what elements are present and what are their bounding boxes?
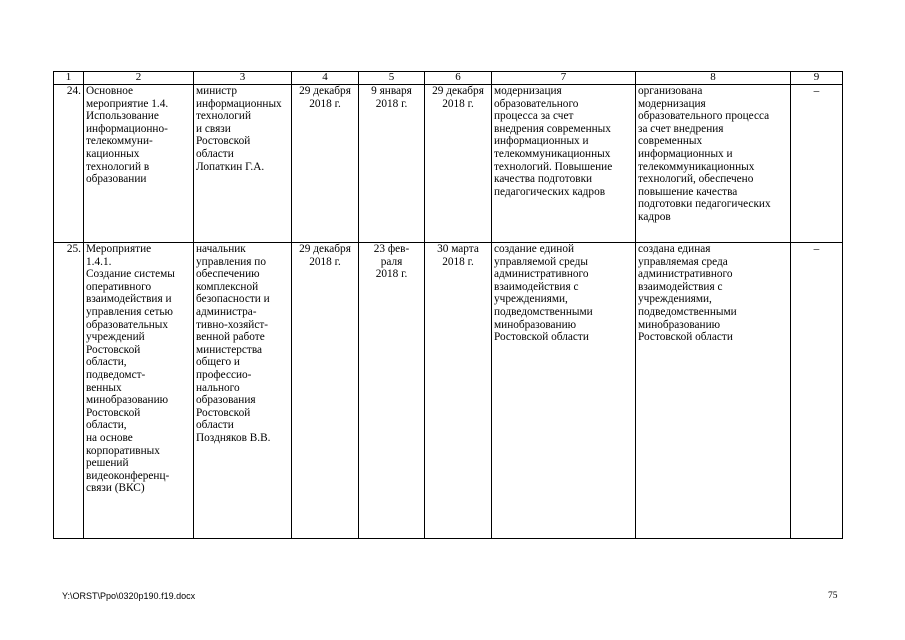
event-name-cell: Мероприятие 1.4.1. Создание системы оперативного взаимодействия и управления сетью образовательных учреждений Ростовской области, подведомст- венных минобразованию Ростовской области, на основе корпоративных решений видеоконференц- связи (ВКС) bbox=[84, 243, 194, 539]
header-cell: 3 bbox=[194, 72, 292, 85]
header-cell: 6 bbox=[425, 72, 492, 85]
expected-result-cell: создание единой управляемой среды административного взаимодействия с учреждениями, подведомственными минобразованию Ростовской области bbox=[492, 243, 636, 539]
header-cell: 4 bbox=[292, 72, 359, 85]
start-date-cell: 9 января 2018 г. bbox=[359, 85, 425, 243]
expected-result-cell: модернизация образовательного процесса за счет внедрения современных информационных и телекоммуникационных технологий. Повышение качества подготовки педагогических кадров bbox=[492, 85, 636, 243]
achieved-result-cell: создана единая управляемая среда административного взаимодействия с учреждениями, подведомственными минобразованию Ростовской области bbox=[636, 243, 791, 539]
header-cell: 9 bbox=[791, 72, 843, 85]
event-name-cell: Основное мероприятие 1.4. Использование информационно- телекоммуни- кационных технологий в образовании bbox=[84, 85, 194, 243]
header-cell: 5 bbox=[359, 72, 425, 85]
table-row bbox=[54, 85, 843, 243]
file-path-footer: Y:\ORST\Ppo\0320p190.f19.docx bbox=[62, 591, 196, 601]
problems-cell: – bbox=[791, 243, 843, 539]
table-row bbox=[54, 243, 843, 539]
row-number: 25. bbox=[54, 243, 84, 539]
header-cell: 1 bbox=[54, 72, 84, 85]
end-date-cell: 30 марта 2018 г. bbox=[425, 243, 492, 539]
planned-date-cell: 29 декабря 2018 г. bbox=[292, 243, 359, 539]
report-table bbox=[53, 71, 843, 539]
row-number: 24. bbox=[54, 85, 84, 243]
end-date-cell: 29 декабря 2018 г. bbox=[425, 85, 492, 243]
start-date-cell: 23 фев- раля 2018 г. bbox=[359, 243, 425, 539]
problems-cell: – bbox=[791, 85, 843, 243]
responsible-cell: министр информационных технологий и связи Ростовской области Лопаткин Г.А. bbox=[194, 85, 292, 243]
achieved-result-cell: организована модернизация образовательного процесса за счет внедрения современных информационных и телекоммуникационных технологий, обеспечено повышение качества подготовки педагогических кадров bbox=[636, 85, 791, 243]
header-cell: 7 bbox=[492, 72, 636, 85]
page-number: 75 bbox=[828, 591, 838, 601]
planned-date-cell: 29 декабря 2018 г. bbox=[292, 85, 359, 243]
responsible-cell: начальник управления по обеспечению комплексной безопасности и администра- тивно-хозяйст- венной работе министерства общего и профессио- нального образования Ростовской области Поздняков В.В. bbox=[194, 243, 292, 539]
header-cell: 8 bbox=[636, 72, 791, 85]
header-row bbox=[54, 72, 843, 85]
header-cell: 2 bbox=[84, 72, 194, 85]
